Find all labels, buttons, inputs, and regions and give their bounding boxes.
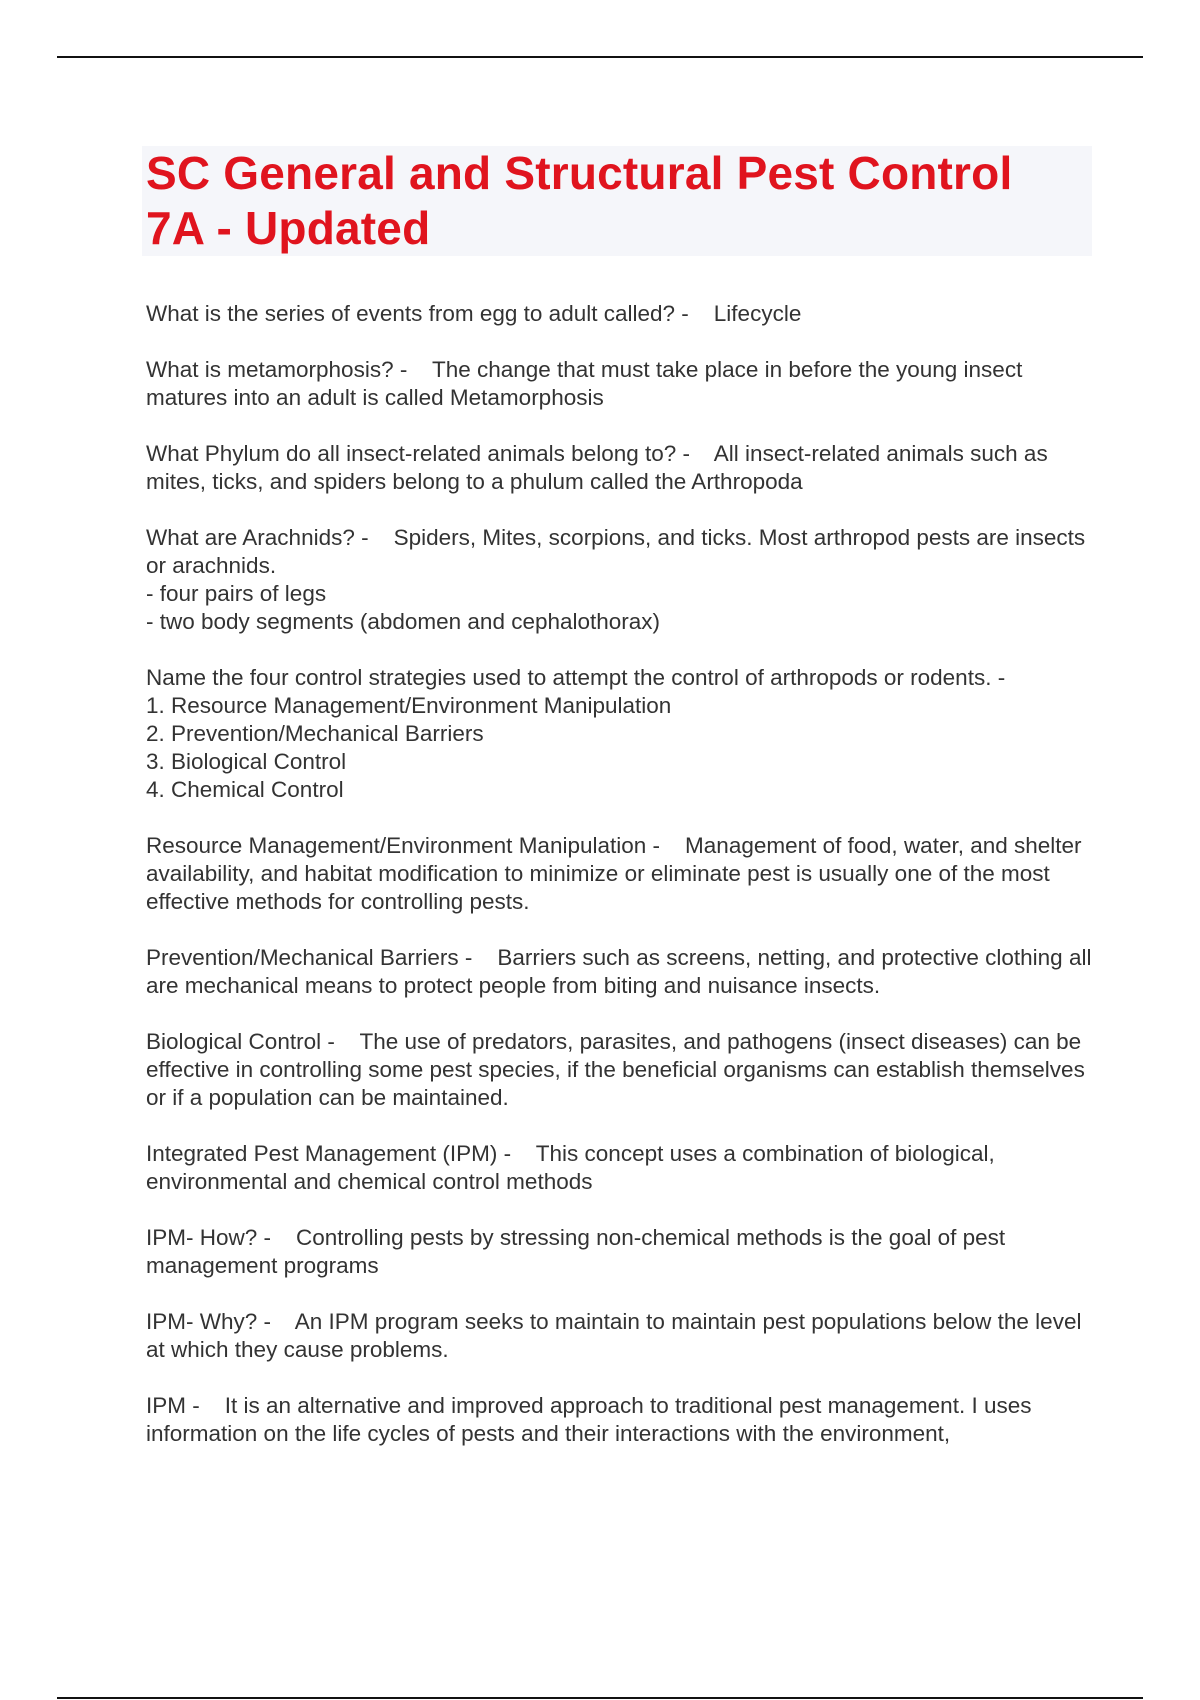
answer-text: The use of predators, parasites, and pathogens (insect diseases) can be effective in controlling some pest species, if the beneficial organisms can establish themselves or if a population can be maintained. (146, 1029, 1085, 1110)
question-text: What is the series of events from egg to adult called? - (146, 301, 689, 326)
answer-text: Controlling pests by stressing non-chemical methods is the goal of pest management programs (146, 1225, 1006, 1278)
qa-entry (146, 524, 1096, 636)
question-text: IPM- Why? - (146, 1309, 272, 1334)
question-text: IPM- How? - (146, 1225, 272, 1250)
answer-text: Spiders, Mites, scorpions, and ticks. Most arthropod pests are insects or arachnids. (146, 525, 1086, 578)
document-title (146, 146, 1092, 256)
answer-list-line: 4. Chemical Control (146, 777, 344, 802)
answer-text: Management of food, water, and shelter availability, and habitat modification to minimize or eliminate pest is usually one of the most effective methods for controlling pests. (146, 833, 1082, 914)
answer-list-line: 3. Biological Control (146, 749, 347, 774)
question-text: What Phylum do all insect-related animals belong to? - (146, 441, 691, 466)
question-text: Resource Management/Environment Manipulation - (146, 833, 661, 858)
qa-entry (146, 1308, 1096, 1364)
qa-entry (146, 356, 1096, 412)
qa-list (146, 300, 1096, 1476)
qa-entry (146, 832, 1096, 916)
answer-text: An IPM program seeks to maintain to maintain pest populations below the level at which they cause problems. (146, 1309, 1082, 1362)
answer-text: Barriers such as screens, netting, and protective clothing all are mechanical means to protect people from biting and nuisance insects. (146, 945, 1092, 998)
answer-list-line: - two body segments (abdomen and cephalothorax) (146, 609, 661, 634)
top-rule (57, 56, 1143, 58)
question-text: Name the four control strategies used to attempt the control of arthropods or rodents. - (146, 665, 1006, 690)
answer-text: All insect-related animals such as mites, ticks, and spiders belong to a phulum called the Arthropoda (146, 441, 1048, 494)
qa-entry (146, 664, 1096, 804)
qa-entry (146, 440, 1096, 496)
title-line-2: 7A - Updated (146, 202, 431, 254)
bottom-rule (57, 1697, 1143, 1699)
question-text: What are Arachnids? - (146, 525, 369, 550)
answer-text: It is an alternative and improved approach to traditional pest management. I uses information on the life cycles of pests and their interactions with the environment, (146, 1393, 1032, 1446)
question-text: Integrated Pest Management (IPM) - (146, 1141, 512, 1166)
answer-list-line: 1. Resource Management/Environment Manipulation (146, 693, 672, 718)
answer-list-line: 2. Prevention/Mechanical Barriers (146, 721, 484, 746)
qa-entry (146, 1140, 1096, 1196)
question-text: IPM - (146, 1393, 200, 1418)
qa-entry (146, 1224, 1096, 1280)
title-banner (142, 146, 1092, 256)
question-text: What is metamorphosis? - (146, 357, 408, 382)
qa-entry (146, 944, 1096, 1000)
answer-text: The change that must take place in before the young insect matures into an adult is called Metamorphosis (146, 357, 1023, 410)
qa-entry (146, 300, 1096, 328)
answer-list-line: - four pairs of legs (146, 581, 327, 606)
answer-text: This concept uses a combination of biological, environmental and chemical control methods (146, 1141, 995, 1194)
title-line-1: SC General and Structural Pest Control (146, 147, 1013, 199)
qa-entry (146, 1392, 1096, 1448)
answer-text: Lifecycle (713, 301, 802, 326)
qa-entry (146, 1028, 1096, 1112)
question-text: Biological Control - (146, 1029, 335, 1054)
question-text: Prevention/Mechanical Barriers - (146, 945, 473, 970)
